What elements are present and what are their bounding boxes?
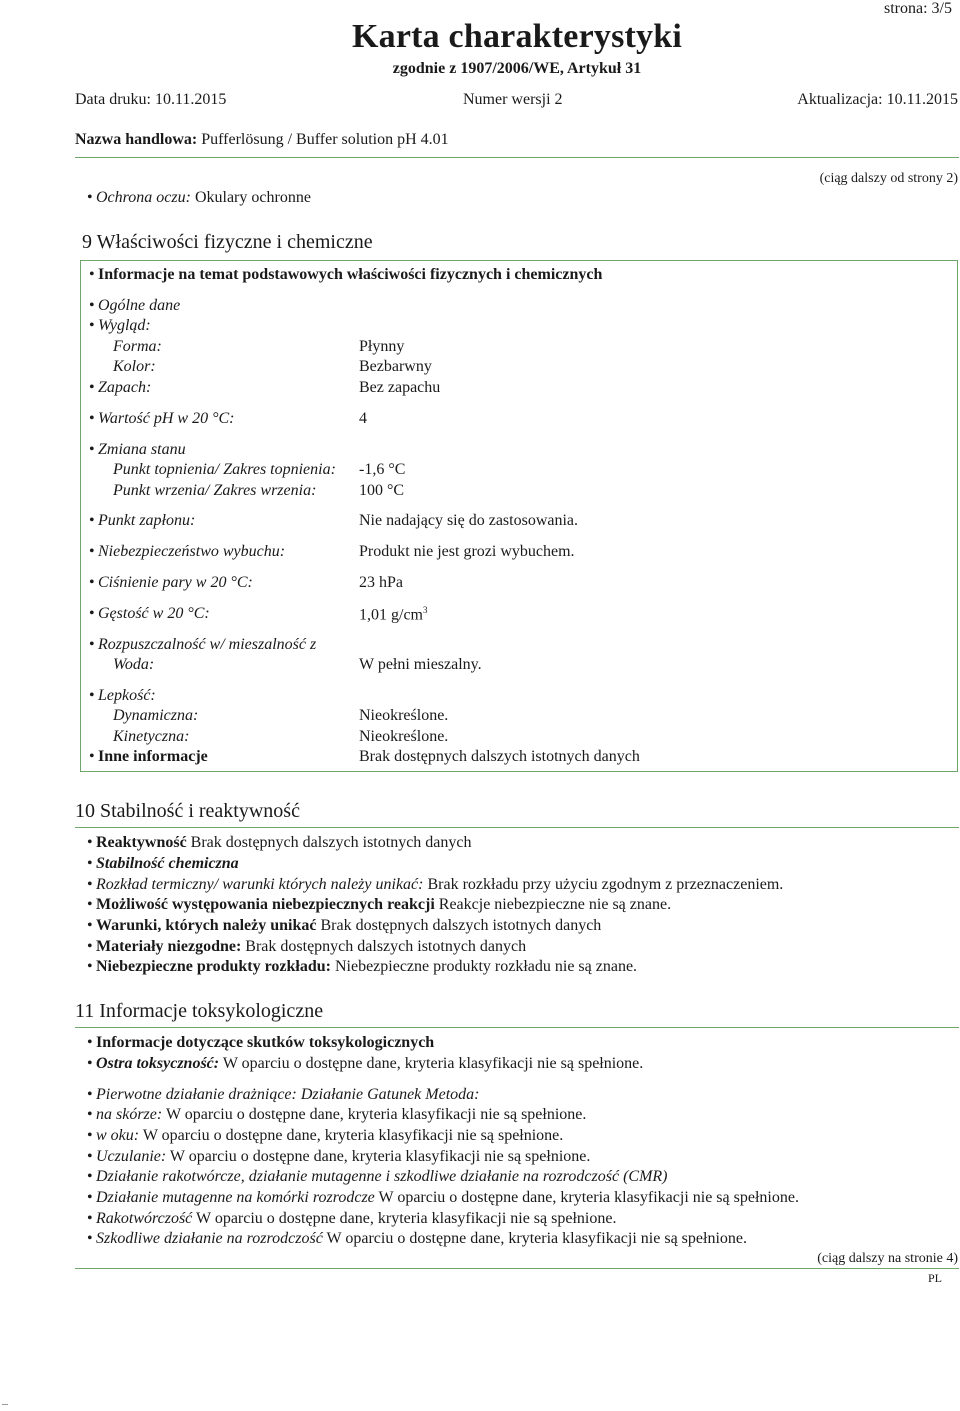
reproductive-toxicity-label: • Szkodliwe działanie na rozrodczość <box>87 1230 323 1247</box>
density-superscript: 3 <box>423 605 428 615</box>
thermal-decomposition-label: • Rozkład termiczny/ warunki których należy unikać: <box>87 876 423 893</box>
decomposition-products <box>87 958 637 976</box>
carcinogenicity-value: W oparciu o dostępne dane, kryteria klasyfikacji nie są spełnione. <box>196 1210 617 1227</box>
water-label: Woda: <box>113 656 155 673</box>
state-change-label: • Zmiana stanu <box>89 441 186 459</box>
hazardous-reactions-value: Reakcje niebezpieczne nie są znane. <box>438 896 672 913</box>
header-divider <box>75 157 959 158</box>
section-10-rule <box>75 827 959 828</box>
germ-cell-mutagenicity-label: • Działanie mutagenne na komórki rozrodcze <box>87 1189 375 1206</box>
eye-irritation-label: • w oku: <box>87 1127 139 1144</box>
melting-point-value: -1,6 °C <box>359 461 406 478</box>
update-date: Aktualizacja: 10.11.2015 <box>797 91 958 108</box>
color-label: Kolor: <box>113 358 156 375</box>
density-value <box>359 605 428 624</box>
decomposition-products-value: Niebezpieczne produkty rozkładu nie są znane. <box>334 958 638 975</box>
form-label: Forma: <box>113 338 162 355</box>
eye-protection-value: Okulary ochronne <box>194 189 311 206</box>
dynamic-viscosity-label: Dynamiczna: <box>113 707 199 724</box>
density-label: • Gęstość w 20 °C: <box>89 605 210 623</box>
germ-cell-mutagenicity-value: W oparciu o dostępne dane, kryteria klasyfikacji nie są spełnione. <box>378 1189 799 1206</box>
thermal-decomposition-value: Brak rozkładu przy użyciu zgodnym z przeznaczeniem. <box>427 876 784 893</box>
eye-irritation <box>87 1127 563 1145</box>
incompatible-materials-label: • Materiały niezgodne: <box>87 938 241 955</box>
flash-point-value: Nie nadający się do zastosowania. <box>359 512 579 529</box>
document-subtitle: zgodnie z 1907/2006/WE, Artykuł 31 <box>392 60 642 77</box>
section-10-heading: 10 Stabilność i reaktywność <box>75 800 300 822</box>
acute-toxicity <box>87 1055 643 1073</box>
print-date: Data druku: 10.11.2015 <box>75 91 227 108</box>
vapour-pressure-label: • Ciśnienie pary w 20 °C: <box>89 574 253 592</box>
page-edge-mark <box>2 1404 8 1405</box>
reactivity <box>87 834 472 852</box>
section-11-heading: 11 Informacje toksykologiczne <box>75 1000 324 1022</box>
conditions-to-avoid <box>87 917 601 935</box>
odor-label: • Zapach: <box>89 379 151 397</box>
incompatible-materials-value: Brak dostępnych dalszych istotnych danych <box>245 938 527 955</box>
skin-irritation-value: W oparciu o dostępne dane, kryteria klasyfikacji nie są spełnione. <box>165 1106 587 1123</box>
chemical-stability-label: • Stabilność chemiczna <box>87 855 239 873</box>
section-9-heading: 9 Właściwości fizyczne i chemiczne <box>82 231 373 253</box>
explosion-hazard-value: Produkt nie jest grozi wybuchem. <box>359 543 575 560</box>
solubility-label: • Rozpuszczalność w/ mieszalność z <box>89 636 316 654</box>
page-number: strona: 3/5 <box>884 0 952 17</box>
kinematic-viscosity-label: Kinetyczna: <box>113 728 190 745</box>
eye-irritation-value: W oparciu o dostępne dane, kryteria klasyfikacji nie są spełnione. <box>142 1127 564 1144</box>
document-title: Karta charakterystyki <box>352 18 682 55</box>
version-number: Numer wersji 2 <box>463 91 563 108</box>
melting-point-label: Punkt topnienia/ Zakres topnienia: <box>113 461 336 478</box>
kinematic-viscosity-value: Nieokreślone. <box>359 728 449 745</box>
skin-irritation-label: • na skórze: <box>87 1106 162 1123</box>
trade-name-label: Nazwa handlowa: <box>75 131 198 148</box>
footer-rule <box>75 1268 959 1269</box>
carcinogenicity-label: • Rakotwórczość <box>87 1210 192 1227</box>
ph-label: • Wartość pH w 20 °C: <box>89 410 234 428</box>
trade-name <box>75 131 449 149</box>
conditions-to-avoid-label: • Warunki, których należy unikać <box>87 917 316 934</box>
sensitization-value: W oparciu o dostępne dane, kryteria klasyfikacji nie są spełnione. <box>169 1148 591 1165</box>
color-value: Bezbarwny <box>359 358 432 375</box>
reproductive-toxicity <box>87 1230 747 1248</box>
trade-name-value: Pufferlösung / Buffer solution pH 4.01 <box>201 131 449 148</box>
boiling-point-value: 100 °C <box>359 482 405 499</box>
section-11-rule <box>75 1027 959 1028</box>
boiling-point-label: Punkt wrzenia/ Zakres wrzenia: <box>113 482 317 499</box>
decomposition-products-label: • Niebezpieczne produkty rozkładu: <box>87 958 331 975</box>
odor-value: Bez zapachu <box>359 379 441 396</box>
toxicological-info-label: • Informacje dotyczące skutków toksykologicznych <box>87 1034 434 1052</box>
water-value: W pełni mieszalny. <box>359 656 482 673</box>
reactivity-value: Brak dostępnych dalszych istotnych danych <box>190 834 472 851</box>
skin-irritation <box>87 1106 586 1124</box>
appearance-label: • Wygląd: <box>89 317 151 335</box>
dynamic-viscosity-value: Nieokreślone. <box>359 707 449 724</box>
basic-properties-info: • Informacje na temat podstawowych właściwości fizycznych i chemicznych <box>89 266 602 284</box>
sensitization <box>87 1148 590 1166</box>
general-data: • Ogólne dane <box>89 297 180 315</box>
incompatible-materials <box>87 938 526 956</box>
hazardous-reactions-label: • Możliwość występowania niebezpiecznych reakcji <box>87 896 435 913</box>
explosion-hazard-label: • Niebezpieczeństwo wybuchu: <box>89 543 285 561</box>
acute-toxicity-label: • Ostra toksyczność: <box>87 1055 219 1072</box>
eye-protection <box>87 189 311 207</box>
eye-protection-label: • Ochrona oczu: <box>87 189 191 206</box>
viscosity-label: • Lepkość: <box>89 687 156 705</box>
continued-to: (ciąg dalszy na stronie 4) <box>817 1251 958 1266</box>
reactivity-label: • Reaktywność <box>87 834 187 851</box>
vapour-pressure-value: 23 hPa <box>359 574 403 591</box>
form-value: Płynny <box>359 338 405 355</box>
language-code: PL <box>927 1271 942 1285</box>
ph-value: 4 <box>359 410 367 427</box>
other-info-label: • Inne informacje <box>89 748 208 766</box>
sensitization-label: • Uczulanie: <box>87 1148 166 1165</box>
other-info-value: Brak dostępnych dalszych istotnych danych <box>359 748 640 765</box>
germ-cell-mutagenicity <box>87 1189 799 1207</box>
acute-toxicity-value: W oparciu o dostępne dane, kryteria klasyfikacji nie są spełnione. <box>222 1055 644 1072</box>
carcinogenicity <box>87 1210 616 1228</box>
primary-irritation-label: • Pierwotne działanie drażniące: Działanie Gatunek Metoda: <box>87 1086 479 1104</box>
hazardous-reactions <box>87 896 671 914</box>
continued-from: (ciąg dalszy od strony 2) <box>819 171 958 186</box>
reproductive-toxicity-value: W oparciu o dostępne dane, kryteria klasyfikacji nie są spełnione. <box>326 1230 747 1247</box>
density-number: 1,01 g/cm <box>359 606 423 624</box>
thermal-decomposition <box>87 876 783 894</box>
flash-point-label: • Punkt zapłonu: <box>89 512 195 530</box>
conditions-to-avoid-value: Brak dostępnych dalszych istotnych danych <box>320 917 602 934</box>
cmr-effects-label: • Działanie rakotwórcze, działanie mutagenne i szkodliwe działanie na rozrodczość (CMR) <box>87 1168 668 1186</box>
